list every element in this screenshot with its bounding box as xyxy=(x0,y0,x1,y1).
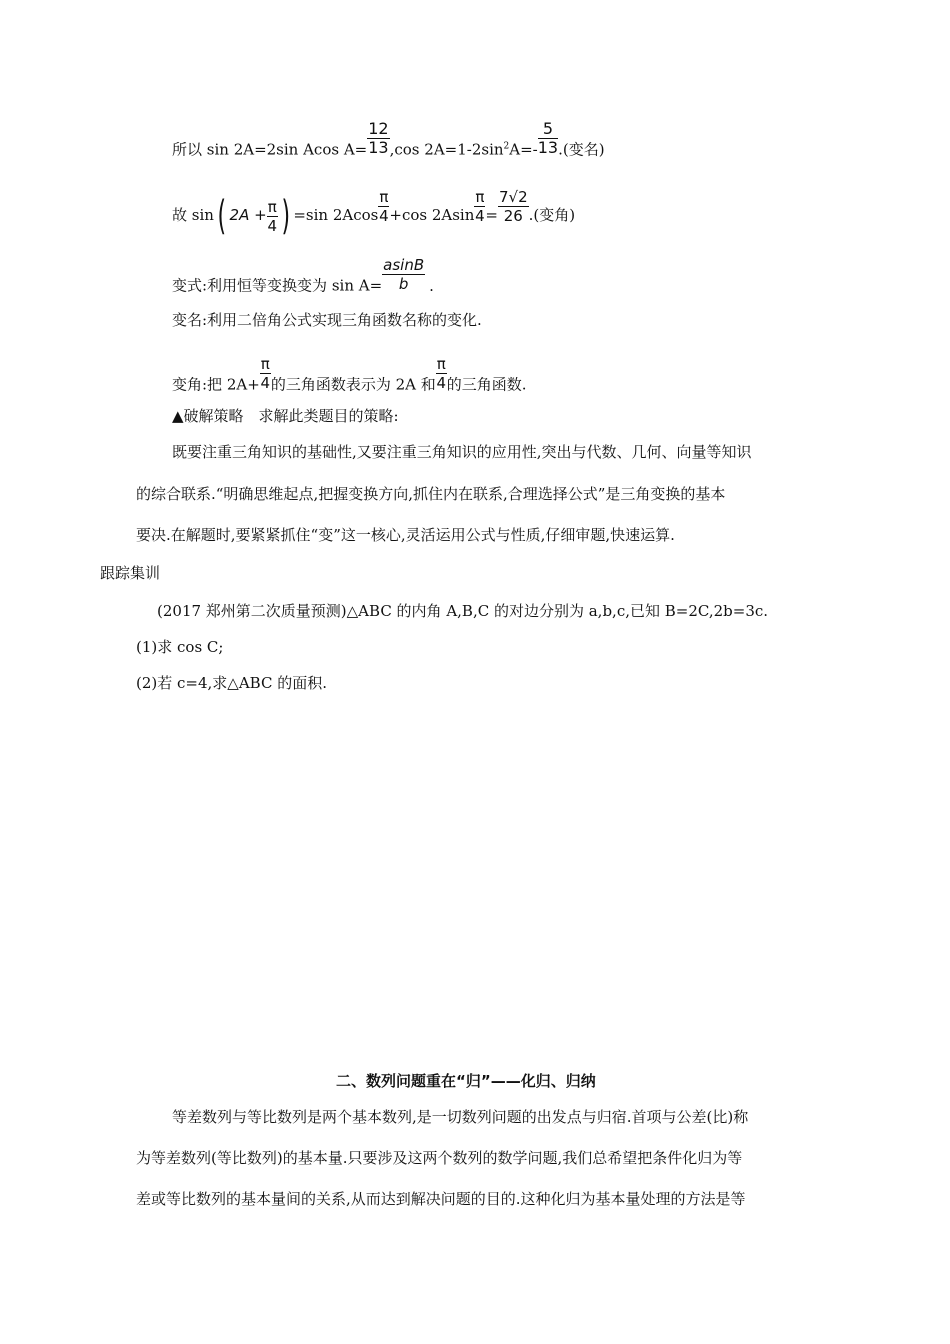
question-2: (2)若 c=4,求△ABC 的面积. xyxy=(136,674,327,692)
line1-middle: ,cos 2A=1-2sin xyxy=(389,140,504,159)
fraction-pi-4-c: $\frac{\pi}{4}$ xyxy=(260,355,271,392)
fraction-pi-4-a: $\frac{\pi}{4}$ xyxy=(379,187,389,225)
left-paren: ( xyxy=(217,193,227,239)
strategy-line-2: 的综合联系.“明确思维起点,把握变换方向,抓住内在联系,合理选择公式”是三角变换的基本 xyxy=(136,485,726,503)
strategy-line-1: 既要注重三角知识的基础性,又要注重三角知识的应用性,突出与代数、几何、向量等知识 xyxy=(172,443,752,461)
fraction-pi-4-inner: $\frac{\pi}{4}$ xyxy=(267,197,277,235)
section-line-2: 为等差数列(等比数列)的基本量.只要涉及这两个数列的数学问题,我们总希望把条件化归为等 xyxy=(136,1149,743,1167)
strategy-line-3: 要决.在解题时,要紧紧抓住“变”这一核心,灵活运用公式与性质,仔细审题,快速运算. xyxy=(136,526,675,544)
section-line-3: 差或等比数列的基本量间的关系,从而达到解决问题的目的.这种化归为基本量处理的方法是等 xyxy=(136,1190,746,1208)
strategy-title: ▲破解策略 求解此类题目的策略: xyxy=(172,407,399,425)
fraction-result: $\frac{7√2}{26}$ xyxy=(498,187,528,225)
fraction-5-13: $\frac{5}{13}$ xyxy=(537,119,559,157)
line1-suffix: .(变名) xyxy=(558,140,605,159)
question-1: (1)求 cos C; xyxy=(136,638,224,656)
line3-prefix: 变式:利用恒等变换变为 sin A= xyxy=(172,276,383,295)
line5-prefix: 变角:把 2A+ xyxy=(172,375,260,394)
rename-line: 变名:利用二倍角公式实现三角函数名称的变化. xyxy=(172,311,482,329)
line5-mid: 的三角函数表示为 2A 和 xyxy=(270,375,436,394)
change-angle-line xyxy=(172,355,527,404)
line2-inner: 2A + xyxy=(229,206,267,224)
solution-line-1 xyxy=(172,119,605,169)
line3-suffix: . xyxy=(429,276,434,295)
fraction-pi-4-d: $\frac{\pi}{4}$ xyxy=(436,355,447,392)
fraction-pi-4-b: $\frac{\pi}{4}$ xyxy=(475,187,485,225)
square-superscript: 2 xyxy=(503,141,510,152)
line2-prefix: 故 sin xyxy=(172,206,214,224)
line2-mid1: =sin 2Acos xyxy=(293,206,379,224)
line2-eq: = xyxy=(485,206,498,224)
training-title: 跟踪集训 xyxy=(100,564,161,582)
line2-mid2: +cos 2Asin xyxy=(389,206,475,224)
section-line-1: 等差数列与等比数列是两个基本数列,是一切数列问题的出发点与归宿.首项与公差(比)称 xyxy=(172,1108,749,1126)
problem-statement: (2017 郑州第二次质量预测)△ABC 的内角 A,B,C 的对边分别为 a,b,c,已知 B=2C,2b=3c. xyxy=(157,602,769,620)
solution-line-2 xyxy=(172,187,576,239)
fraction-12-13: $\frac{12}{13}$ xyxy=(368,119,389,157)
variant-line xyxy=(172,256,434,305)
line5-suffix: 的三角函数. xyxy=(446,375,527,394)
line1-after-sup: A=- xyxy=(509,140,538,159)
line2-suffix: .(变角) xyxy=(528,206,576,224)
right-paren: ) xyxy=(281,193,290,239)
fraction-asinB-b: $\frac{asinB}{b}$ xyxy=(383,256,425,293)
line1-prefix: 所以 sin 2A=2sin Acos A= xyxy=(172,140,368,159)
section-heading: 二、数列问题重在“归”——化归、归纳 xyxy=(336,1072,596,1090)
